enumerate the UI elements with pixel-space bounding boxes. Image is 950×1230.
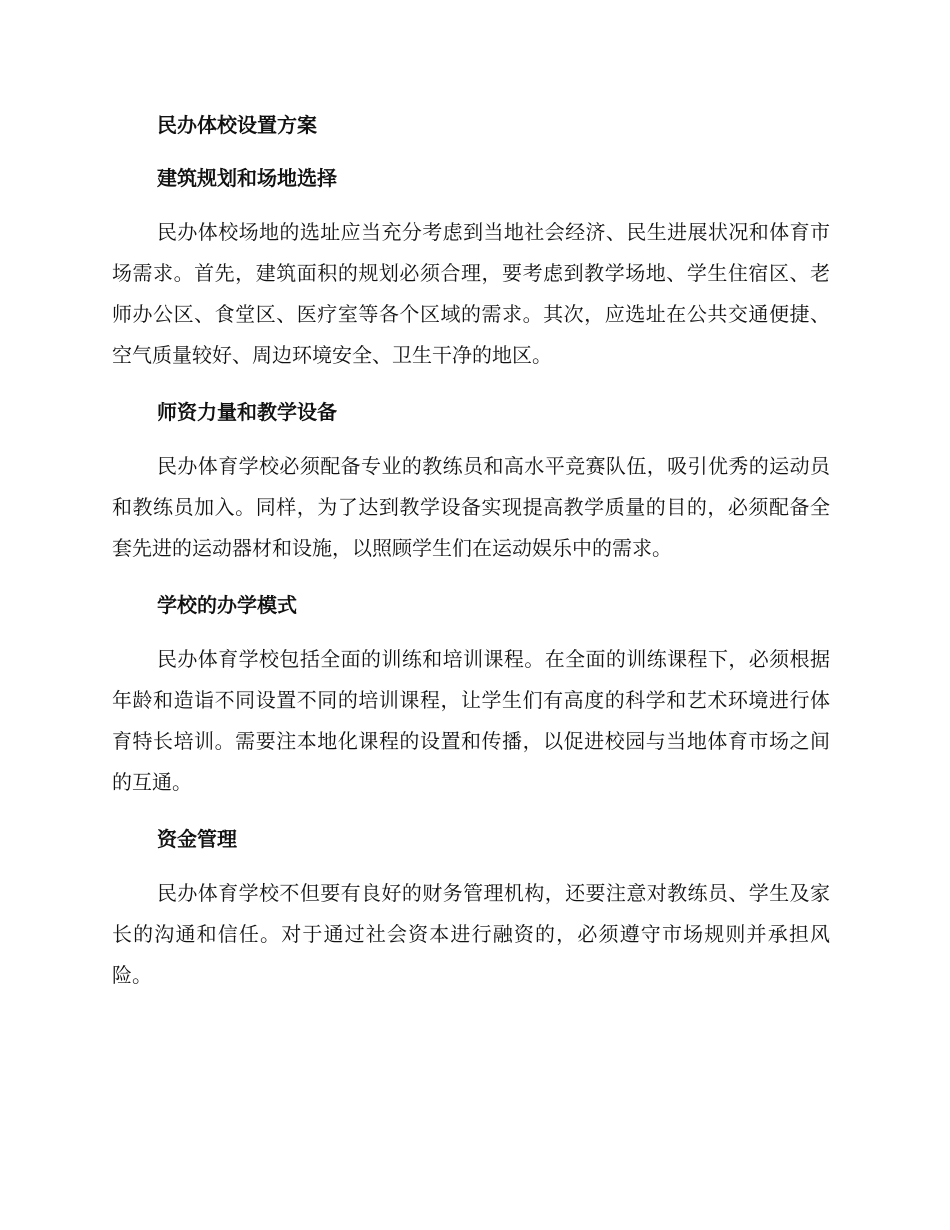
section-fund-management (112, 822, 830, 996)
section-paragraph: 民办体育学校包括全面的训练和培训课程。在全面的训练课程下，必须根据年龄和造诣不同设置不同的培训课程，让学生们有高度的科学和艺术环境进行体育特长培训。需要注本地化课程的设置和传播，以促进校园与当地体育市场之间的互通。 (112, 647, 830, 794)
section-paragraph: 民办体育学校不但要有良好的财务管理机构，还要注意对教练员、学生及家长的沟通和信任。对于通过社会资本进行融资的，必须遵守市场规则并承担风险。 (112, 881, 830, 987)
section-heading: 建筑规划和场地选择 (157, 166, 337, 190)
section-paragraph: 民办体校场地的选址应当充分考虑到当地社会经济、民生进展状况和体育市场需求。首先，建筑面积的规划必须合理，要考虑到教学场地、学生住宿区、老师办公区、食堂区、医疗室等各个区域的需求。其次，应选址在公共交通便捷、空气质量较好、周边环境安全、卫生干净的地区。 (112, 220, 830, 367)
section-paragraph: 民办体育学校必须配备专业的教练员和高水平竞赛队伍，吸引优秀的运动员和教练员加入。同样，为了达到教学设备实现提高教学质量的目的，必须配备全套先进的运动器材和设施，以照顾学生们在运动娱乐中的需求。 (112, 454, 830, 560)
section-building-planning (112, 161, 830, 376)
section-heading: 资金管理 (157, 827, 237, 851)
document-page (112, 108, 830, 996)
section-school-model (112, 588, 830, 803)
section-faculty-equipment (112, 395, 830, 569)
document-title: 民办体校设置方案 (157, 113, 317, 137)
section-heading: 学校的办学模式 (157, 593, 297, 617)
section-heading: 师资力量和教学设备 (157, 400, 337, 424)
